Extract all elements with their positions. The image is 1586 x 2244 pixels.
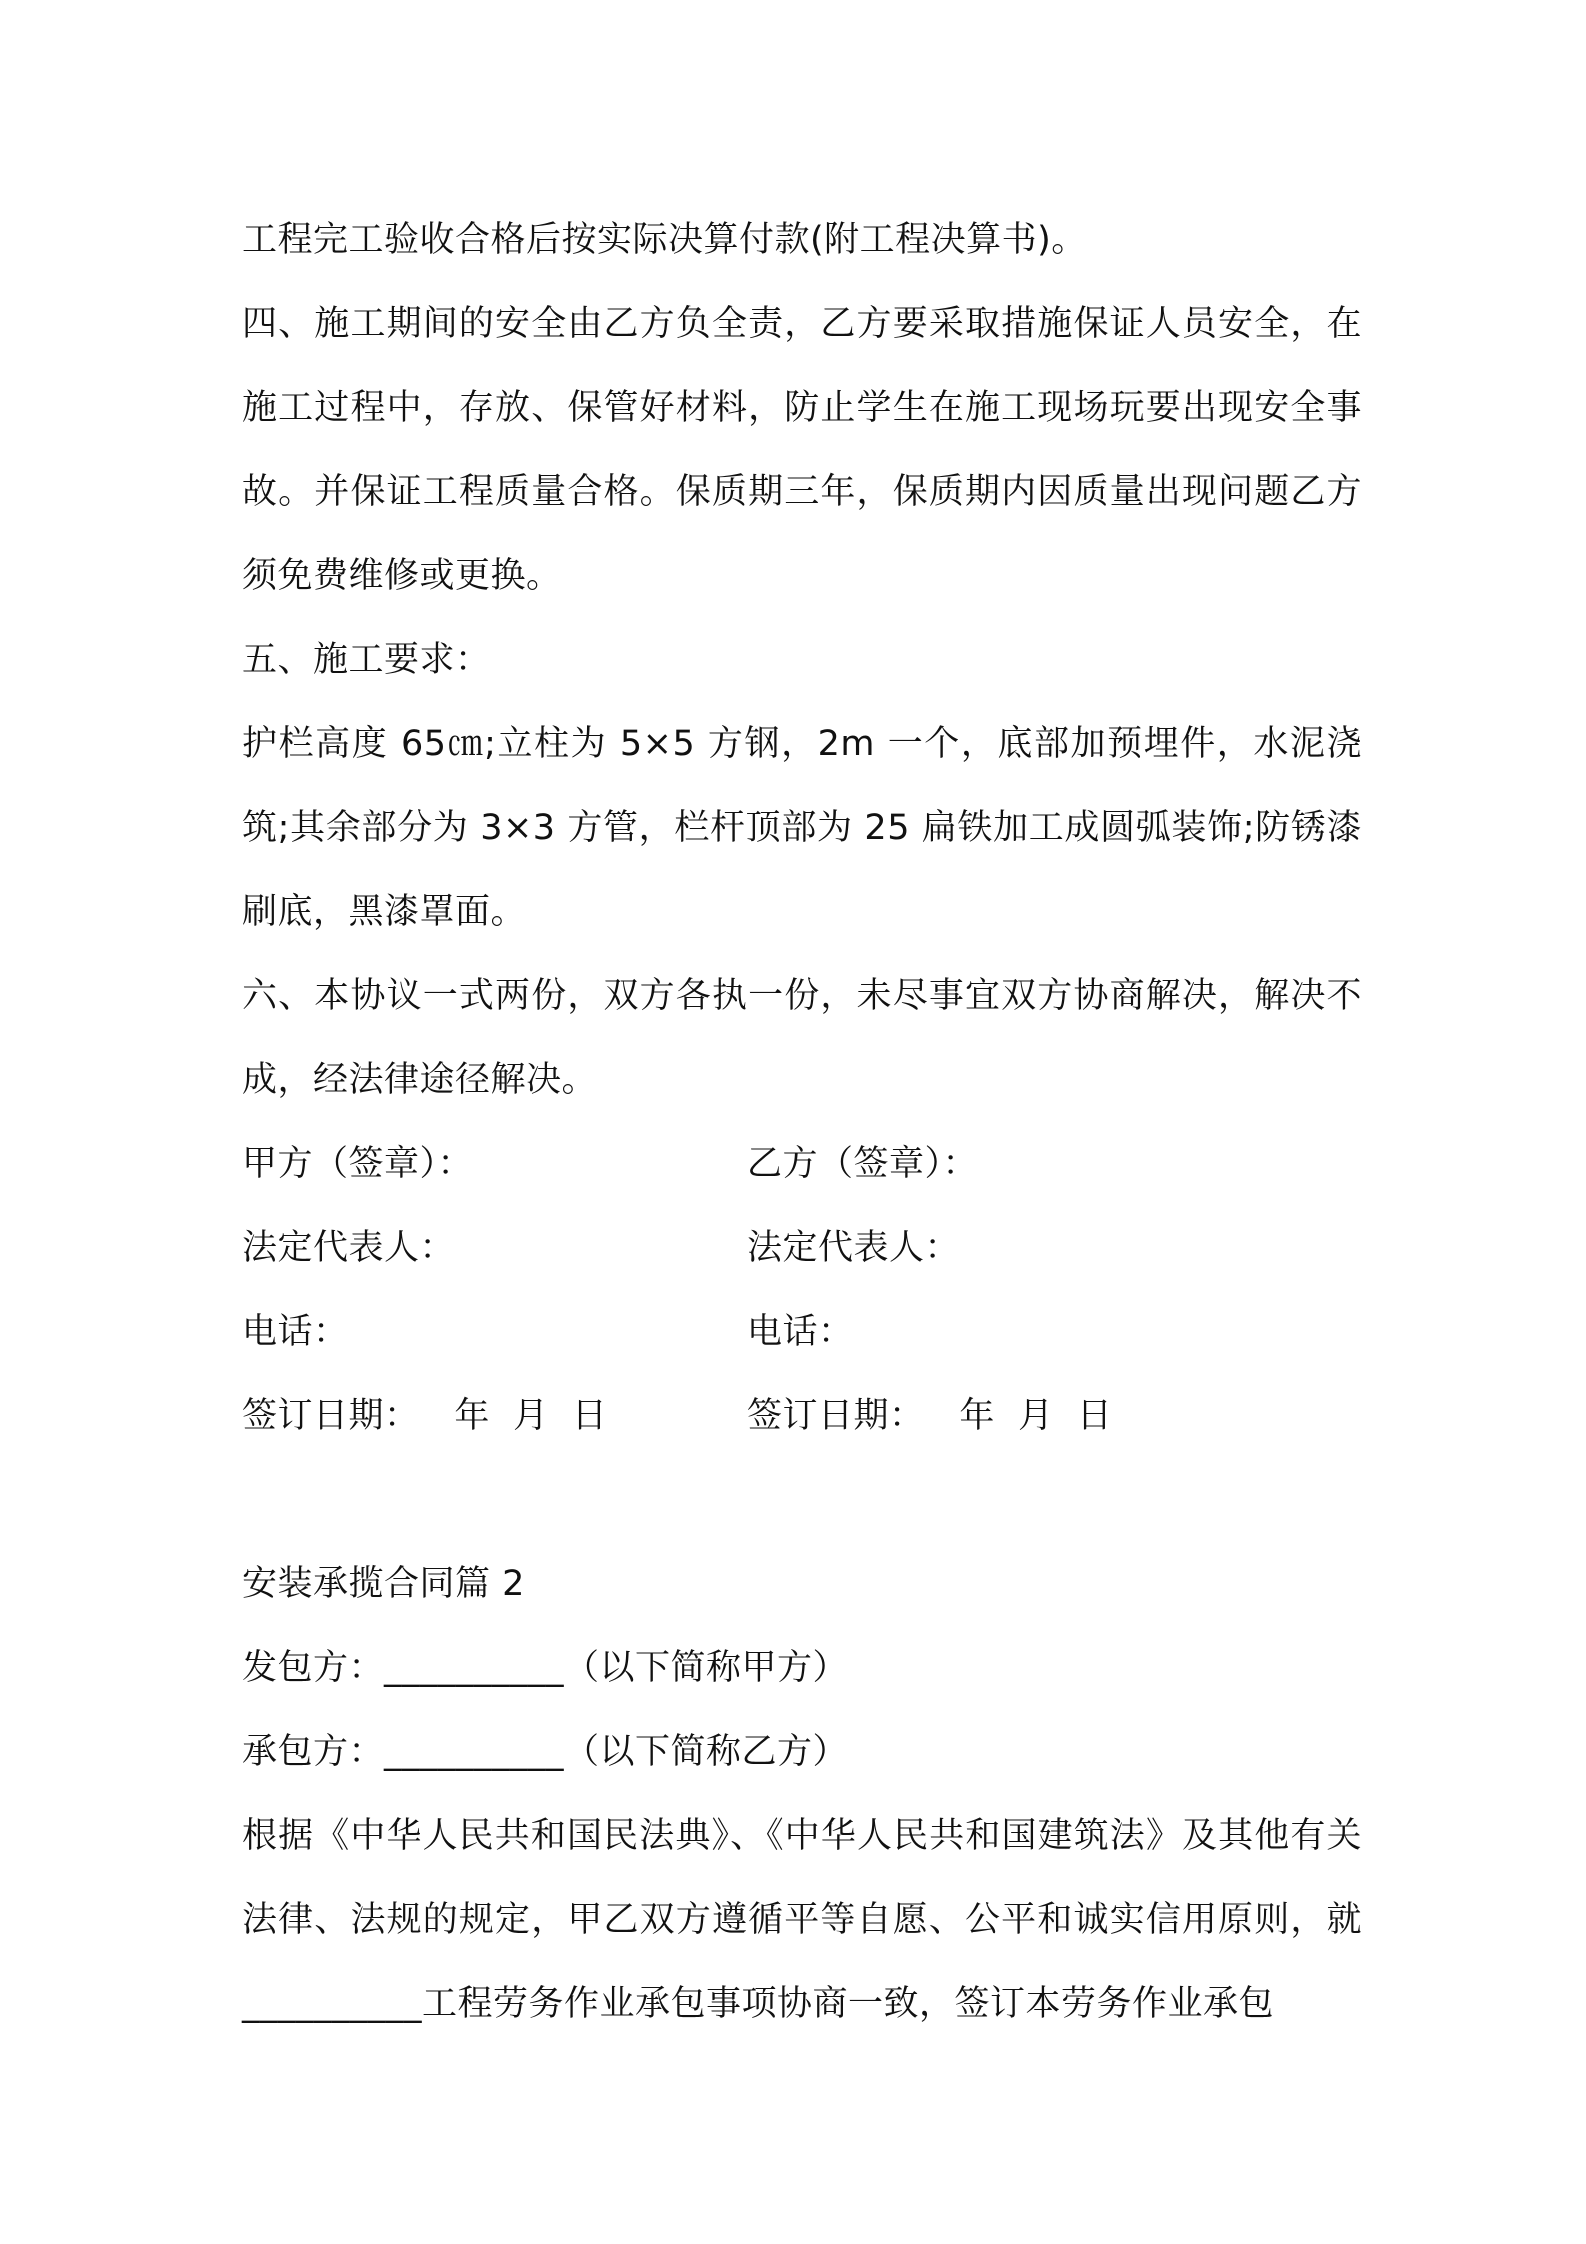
section-spacer [242, 1458, 1362, 1542]
paragraph-clause-5-heading: 五、施工要求： [242, 640, 491, 680]
party-a-date-label: 签订日期： 年 月 日 [242, 1396, 608, 1436]
signature-row-date [242, 1374, 1362, 1458]
party-b-date-label: 签订日期： 年 月 日 [747, 1396, 1113, 1436]
signature-row-seal [242, 1122, 1362, 1206]
paragraph-payment: 工程完工验收合格后按实际决算付款(附工程决算书)。 [242, 220, 1087, 260]
party-b-phone-label: 电话： [747, 1312, 854, 1352]
signature-row-phone [242, 1290, 1362, 1374]
paragraph-contractor: 承包方：__________（以下简称乙方） [242, 1732, 849, 1772]
party-a-representative-label: 法定代表人： [242, 1228, 456, 1268]
signature-row-representative [242, 1206, 1362, 1290]
paragraph-legal-basis: 根据《中华人民共和国民法典》、《中华人民共和国建筑法》及其他有关法律、法规的规定，甲乙双方遵循平等自愿、公平和诚实信用原则，就__________工程劳务作业承包事项协商一致，签订本劳务作业承包 [242, 1816, 1362, 2024]
section-2-title: 安装承揽合同篇 2 [242, 1564, 525, 1604]
party-b-representative-label: 法定代表人： [747, 1228, 961, 1268]
paragraph-clause-5-requirements: 护栏高度 65㎝;立柱为 5×5 方钢，2m 一个，底部加预埋件，水泥浇筑;其余部分为 3×3 方管，栏杆顶部为 25 扁铁加工成圆弧装饰;防锈漆刷底，黑漆罩面。 [242, 724, 1362, 932]
party-b-seal-label: 乙方（签章）： [747, 1144, 979, 1184]
paragraph-clause-4-safety: 四、施工期间的安全由乙方负全责，乙方要采取措施保证人员安全，在施工过程中，存放、保管好材料，防止学生在施工现场玩要出现安全事故。并保证工程质量合格。保质期三年，保质期内因质量出现问题乙方须免费维修或更换。 [242, 304, 1362, 596]
party-a-phone-label: 电话： [242, 1312, 349, 1352]
document-body [242, 198, 1362, 2046]
paragraph-employer: 发包方：__________（以下简称甲方） [242, 1648, 849, 1688]
party-a-seal-label: 甲方（签章）： [242, 1144, 474, 1184]
paragraph-clause-6-copies: 六、本协议一式两份，双方各执一份，未尽事宜双方协商解决，解决不成，经法律途径解决。 [242, 976, 1362, 1100]
